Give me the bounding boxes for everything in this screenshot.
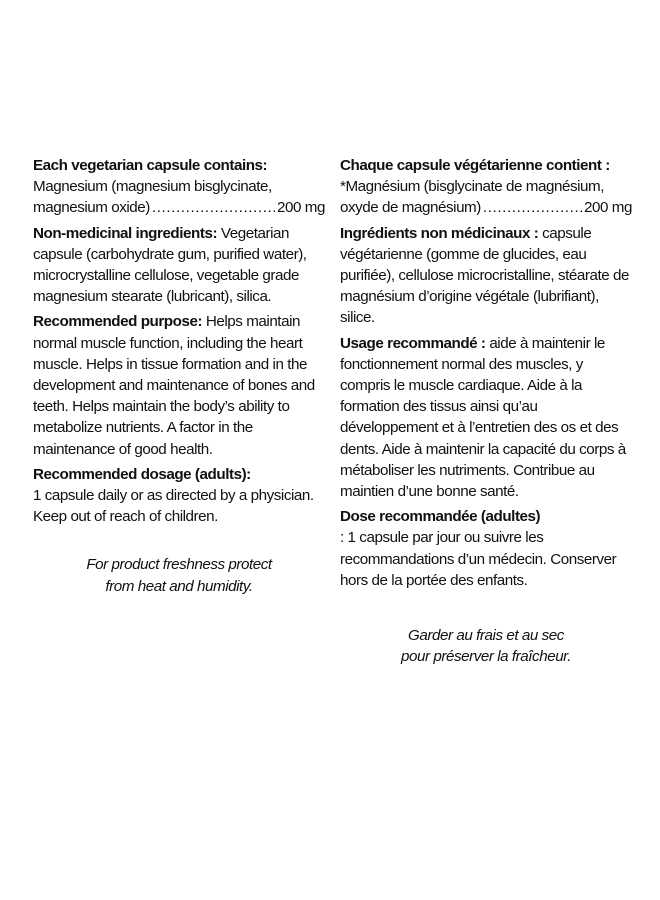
contains-line1: Magnesium (magnesium bisglycinate, xyxy=(33,178,272,196)
contains-section xyxy=(33,155,325,219)
storage-line1: For product freshness protect xyxy=(86,556,272,574)
non-medicinal-heading: Non-medicinal ingredients: xyxy=(33,224,218,242)
dosage-section xyxy=(33,464,325,528)
dosage-text-fr: : 1 capsule par jour ou suivre les recommandations d’un médecin. Conserver hors de la portée des enfants. xyxy=(340,529,617,589)
purpose-heading-fr: Usage recommandé : xyxy=(340,334,486,352)
dot-leader xyxy=(152,197,275,218)
storage-note-fr xyxy=(340,625,632,667)
purpose-section-fr xyxy=(340,333,632,503)
dosage-section-fr xyxy=(340,506,632,591)
contains-heading: Each vegetarian capsule contains: xyxy=(33,157,268,174)
non-medicinal-section xyxy=(33,223,325,308)
contains-heading-fr: Chaque capsule végétarienne contient : xyxy=(340,157,610,174)
english-column xyxy=(33,155,325,597)
contains-section-fr xyxy=(340,155,632,219)
storage-line1-fr: Garder au frais et au sec xyxy=(408,627,564,645)
dosage-text: 1 capsule daily or as directed by a physician. Keep out of reach of children. xyxy=(33,487,314,526)
non-medicinal-section-fr xyxy=(340,223,632,329)
purpose-text-fr: aide à maintenir le fonctionnement normal des muscles, y compris le muscle cardiaque. Aide à la formation des tissus ainsi qu’au développement et à l’entretien des os et des dents. Aide à maintenir la capacité du corps à métaboliser les nutriments. Contribue au maintien d’une bonne santé. xyxy=(340,334,626,501)
purpose-section xyxy=(33,311,325,459)
dosage-heading-fr: Dose recommandée (adultes) xyxy=(340,508,541,526)
contains-amount: 200 mg xyxy=(277,199,325,217)
storage-line2-fr: pour préserver la fraîcheur. xyxy=(400,648,571,666)
purpose-text: Helps maintain normal muscle function, including the heart muscle. Helps in tissue formation and in the development and maintenance of bones and teeth. Helps maintain the body’s ability to metabolize nutrients. A factor in the maintenance of good health. xyxy=(33,313,315,458)
french-column xyxy=(340,155,632,667)
contains-dose-line xyxy=(33,197,325,218)
non-medicinal-text-fr: capsule végétarienne (gomme de glucides, eau purifiée), cellulose microcristalline, stéarate de magnésium d’origine végétale (lubrifiant), silice. xyxy=(340,224,629,327)
contains-line2-fr: oxyde de magnésium) xyxy=(340,199,481,217)
storage-line2: from heat and humidity. xyxy=(105,577,253,595)
contains-line1-fr: *Magnésium (bisglycinate de magnésium, xyxy=(340,178,605,196)
non-medicinal-heading-fr: Ingrédients non médicinaux : xyxy=(340,224,539,242)
purpose-heading: Recommended purpose: xyxy=(33,313,203,331)
non-medicinal-text: Vegetarian capsule (carbohydrate gum, purified water), microcrystalline cellulose, vegetable grade magnesium stearate (lubricant), silica. xyxy=(33,224,307,306)
dot-leader-fr xyxy=(483,197,582,218)
dosage-heading: Recommended dosage (adults): xyxy=(33,465,251,483)
contains-dose-line-fr xyxy=(340,197,632,218)
contains-line2: magnesium oxide) xyxy=(33,199,150,217)
contains-amount-fr: 200 mg xyxy=(584,199,632,217)
storage-note xyxy=(33,554,325,596)
